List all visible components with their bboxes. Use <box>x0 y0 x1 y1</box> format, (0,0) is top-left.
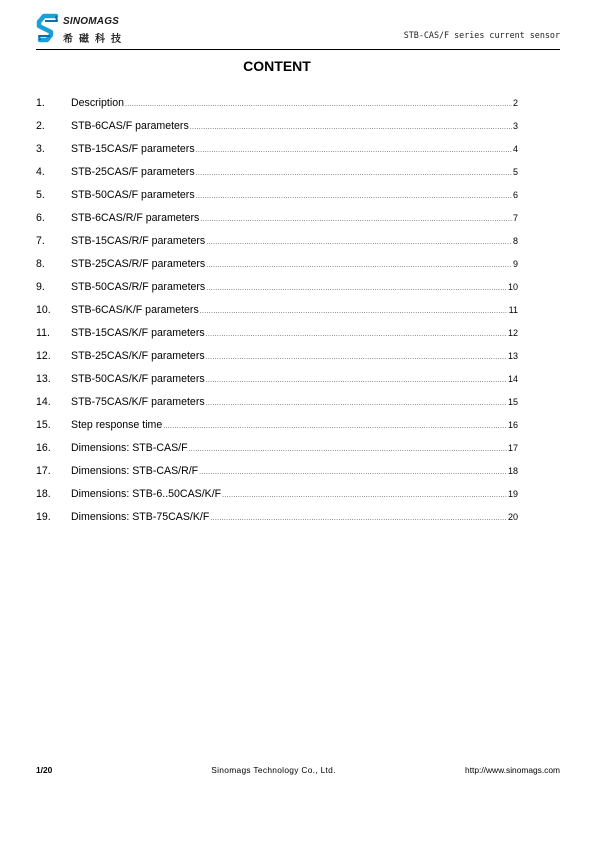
toc-dot-leader <box>196 147 512 154</box>
toc-entry-page: 3 <box>512 121 518 131</box>
toc-entry-number: 16. <box>36 442 51 454</box>
toc-entry-page: 2 <box>512 98 518 108</box>
toc-entry-page: 14 <box>507 374 518 384</box>
toc-entry-number: 15. <box>36 419 51 431</box>
toc-entry-label: STB-6CAS/F parameters <box>71 120 189 132</box>
toc-dot-leader <box>206 285 507 292</box>
toc-entry-page: 11 <box>508 305 518 315</box>
toc-entry[interactable] <box>36 97 518 120</box>
logo-text: SINOMAGS <box>63 16 120 27</box>
company-logo <box>36 12 146 46</box>
toc-entry-number: 6. <box>36 212 45 224</box>
toc-entry-page: 7 <box>512 213 518 223</box>
toc-dot-leader <box>222 492 507 499</box>
toc-entry-page: 13 <box>507 351 518 361</box>
toc-dot-leader <box>196 170 512 177</box>
header-divider <box>36 49 560 50</box>
toc-entry[interactable] <box>36 350 518 373</box>
document-title: STB-CAS/F series current sensor <box>403 30 560 40</box>
toc-entry-number: 11. <box>36 327 50 339</box>
toc-dot-leader <box>189 446 507 453</box>
page-number: 1/20 <box>36 765 53 775</box>
toc-entry-number: 14. <box>36 396 51 408</box>
toc-entry-number: 9. <box>36 281 45 293</box>
toc-dot-leader <box>206 354 507 361</box>
sinomags-s-logo-icon <box>36 13 60 45</box>
toc-entry-page: 9 <box>512 259 518 269</box>
toc-entry-page: 20 <box>507 512 518 522</box>
toc-entry[interactable] <box>36 488 518 511</box>
toc-entry-page: 15 <box>507 397 518 407</box>
toc-entry-page: 12 <box>507 328 518 338</box>
toc-dot-leader <box>206 262 512 269</box>
toc-entry-number: 13. <box>36 373 51 385</box>
toc-entry-label: Dimensions: STB-CAS/F <box>71 442 188 454</box>
toc-entry-number: 2. <box>36 120 45 132</box>
toc-entry-number: 17. <box>36 465 51 477</box>
logo-chinese-text: 希磁科技 <box>63 34 127 45</box>
toc-entry-label: STB-6CAS/R/F parameters <box>71 212 200 224</box>
toc-entry-label: STB-25CAS/R/F parameters <box>71 258 206 270</box>
toc-entry-label: STB-6CAS/K/F parameters <box>71 304 199 316</box>
toc-entry[interactable] <box>36 281 518 304</box>
toc-entry-page: 18 <box>507 466 518 476</box>
toc-dot-leader <box>199 469 507 476</box>
toc-entry[interactable] <box>36 442 518 465</box>
toc-entry-label: STB-50CAS/K/F parameters <box>71 373 205 385</box>
toc-entry-label: STB-15CAS/K/F parameters <box>71 327 205 339</box>
toc-entry-label: STB-50CAS/R/F parameters <box>71 281 206 293</box>
toc-entry-number: 10. <box>36 304 51 316</box>
toc-entry-label: Dimensions: STB-75CAS/K/F <box>71 511 210 523</box>
toc-entry[interactable] <box>36 419 518 442</box>
toc-dot-leader <box>190 124 512 131</box>
toc-entry[interactable] <box>36 327 518 350</box>
toc-entry-label: Dimensions: STB-CAS/R/F <box>71 465 199 477</box>
toc-dot-leader <box>210 515 507 522</box>
toc-entry-number: 4. <box>36 166 45 178</box>
page-header <box>36 12 560 50</box>
company-name: Sinomags Technology Co., Ltd. <box>211 765 336 775</box>
toc-entry-page: 16 <box>507 420 518 430</box>
toc-entry[interactable] <box>36 166 518 189</box>
toc-dot-leader <box>206 331 507 338</box>
toc-entry-page: 4 <box>512 144 518 154</box>
toc-entry-number: 5. <box>36 189 45 201</box>
toc-entry-number: 8. <box>36 258 45 270</box>
table-of-contents <box>36 97 518 534</box>
toc-entry-label: STB-25CAS/F parameters <box>71 166 195 178</box>
toc-entry-label: STB-15CAS/F parameters <box>71 143 195 155</box>
toc-dot-leader <box>206 377 507 384</box>
toc-dot-leader <box>163 423 507 430</box>
toc-entry-page: 5 <box>512 167 518 177</box>
toc-entry-number: 3. <box>36 143 45 155</box>
toc-entry-page: 6 <box>512 190 518 200</box>
page-footer <box>36 765 560 779</box>
toc-entry[interactable] <box>36 212 518 235</box>
toc-dot-leader <box>200 308 508 315</box>
toc-entry[interactable] <box>36 258 518 281</box>
toc-entry-page: 17 <box>507 443 518 453</box>
page-title: CONTENT <box>243 58 311 74</box>
toc-entry-number: 12. <box>36 350 51 362</box>
toc-entry-label: STB-50CAS/F parameters <box>71 189 195 201</box>
toc-dot-leader <box>206 239 512 246</box>
toc-dot-leader <box>206 400 507 407</box>
toc-entry-number: 19. <box>36 511 51 523</box>
toc-entry-label: Dimensions: STB-6..50CAS/K/F <box>71 488 222 500</box>
toc-entry-label: Description <box>71 97 124 109</box>
toc-entry-label: STB-15CAS/R/F parameters <box>71 235 206 247</box>
toc-entry-label: STB-25CAS/K/F parameters <box>71 350 205 362</box>
toc-entry-label: Step response time <box>71 419 163 431</box>
toc-entry[interactable] <box>36 465 518 488</box>
toc-entry[interactable] <box>36 120 518 143</box>
toc-entry-number: 18. <box>36 488 51 500</box>
toc-entry-page: 19 <box>507 489 518 499</box>
website-link[interactable]: http://www.sinomags.com <box>465 765 560 775</box>
toc-entry[interactable] <box>36 373 518 396</box>
toc-entry[interactable] <box>36 511 518 534</box>
toc-entry[interactable] <box>36 143 518 166</box>
toc-entry[interactable] <box>36 189 518 212</box>
toc-entry[interactable] <box>36 304 518 327</box>
toc-entry[interactable] <box>36 235 518 258</box>
toc-entry-label: STB-75CAS/K/F parameters <box>71 396 205 408</box>
toc-entry-page: 8 <box>512 236 518 246</box>
toc-entry-number: 1. <box>36 97 45 109</box>
toc-entry-number: 7. <box>36 235 45 247</box>
toc-entry-page: 10 <box>507 282 518 292</box>
toc-dot-leader <box>125 101 512 108</box>
toc-dot-leader <box>196 193 512 200</box>
toc-dot-leader <box>200 216 512 223</box>
toc-entry[interactable] <box>36 396 518 419</box>
